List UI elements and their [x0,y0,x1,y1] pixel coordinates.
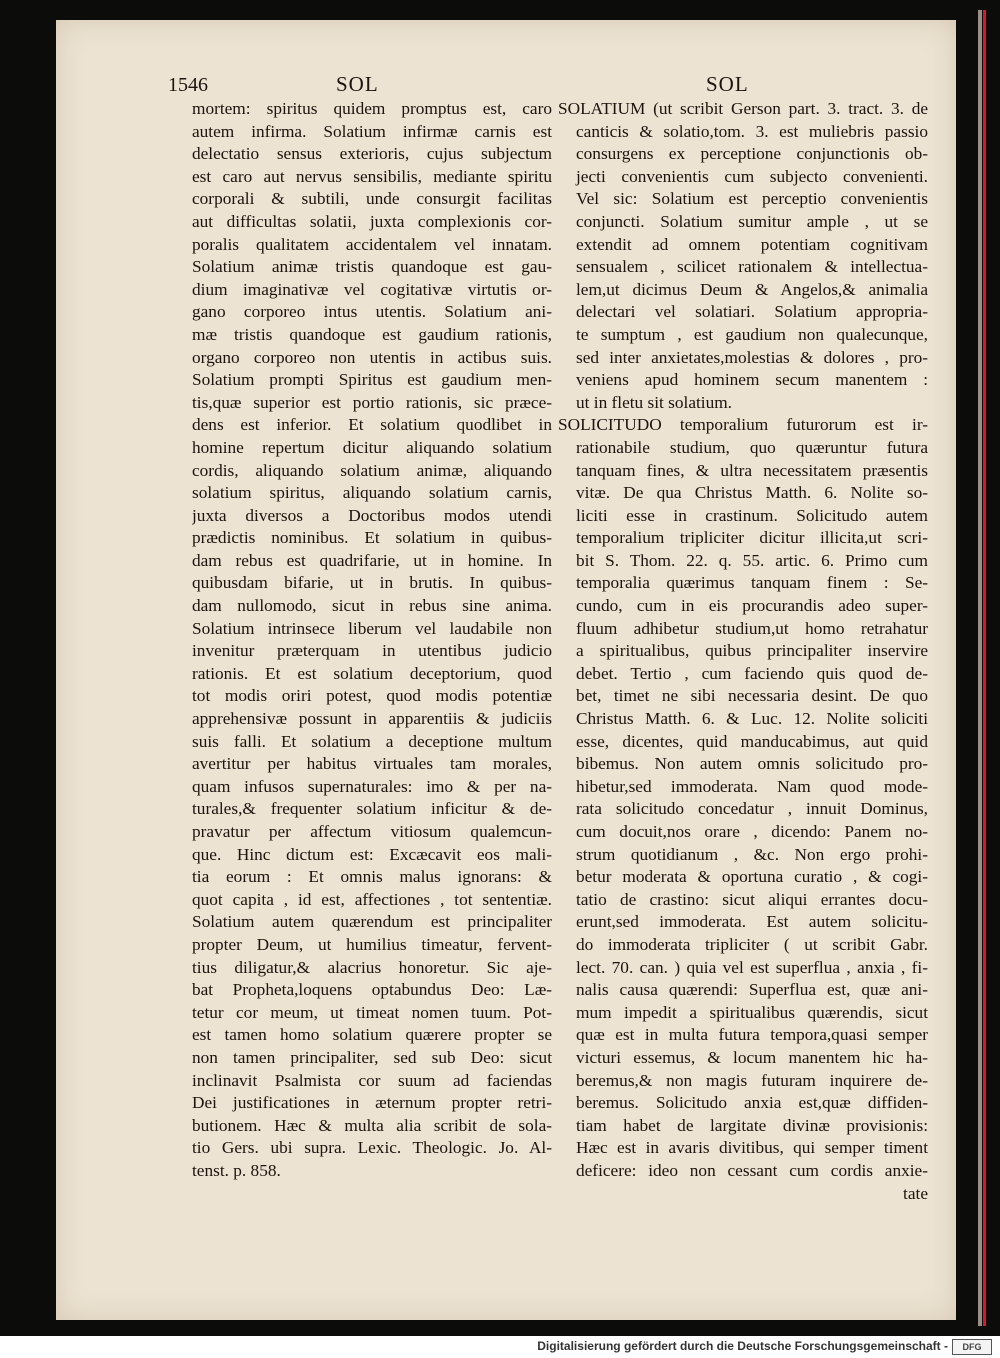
text-line: liciti esse in crastinum. Solicitudo autem [576,505,928,525]
text-line: poralis qualitatem accidentalem vel innatam. [192,234,552,254]
text-line: tot modis oriri potest, quod modis potentiæ [192,686,552,706]
text-line: SOLATIUM (ut scribit Gerson part. 3. tract. 3. de [558,99,928,118]
text-line: beremus,& non magis futuram inquirere de- [576,1070,928,1090]
text-line: delectatio sensus exterioris, cujus subjectum [192,144,552,164]
text-line: dium imaginativæ vel cogitativæ virtutis or- [192,279,552,299]
text-line: avertitur per habitus virtuales tam morales, [192,754,552,774]
text-line: quæ est in multa futura tempora,quasi semper [576,1025,928,1045]
text-line: mortem: spiritus quidem promptus est, caro [192,99,552,118]
text-line: cum docuit,nos orare , dicendo: Panem no- [576,822,928,841]
text-line: beremus. Solicitudo anxia est,quæ diffiden- [576,1093,928,1113]
text-line: aut difficultas solatii, juxta complexionis cor- [192,211,552,231]
text-line: mæ tristis quandoque est gaudium rationis, [192,324,552,344]
text-line: nalis causa quærendi: Superflua est, quæ ani- [576,980,928,1000]
text-line: ut in fletu sit solatium. [576,392,733,412]
dfg-logo-icon: DFG [952,1339,992,1355]
text-line: veniens apud hominem secum manentem : [576,370,928,390]
text-line: lect. 70. can. ) quia vel est superflua , anxia , fi- [576,957,928,977]
text-line: bibemus. Non autem omnis solicitudo pro- [576,754,928,774]
text-line: Hæc est in avaris divitibus, qui semper timent [576,1138,928,1158]
text-line: hibetur,sed immoderata. Nam quod mode- [576,776,928,796]
text-line: tio Gers. ubi supra. Lexic. Theologic. Jo. Al- [192,1138,552,1158]
text-line: rata solicitudo concedatur , innuit Dominus, [576,799,928,819]
text-line: tate [903,1183,928,1203]
text-line: canticis & solatio,tom. 3. est muliebris passio [576,121,928,141]
text-line: do immoderata tripliciter ( ut scribit Gabr. [576,934,928,954]
text-line: est tamen homo solatium quærere propter se [192,1025,552,1045]
text-line: solatium spiritus, aliquando solatium carnis, [192,483,552,503]
text-line: consurgens ex perceptione conjunctionis ob- [576,144,928,164]
text-line: sensualem , scilicet rationalem & intellectua- [576,257,928,277]
text-line: temporalium tripliciter dicitur illicita,ut scri- [576,528,928,548]
text-line: apprehensivæ possunt in apparentiis & judiciis [192,709,552,729]
text-line: betur moderata & oportuna curatio , & cogi- [576,867,928,887]
running-head-right: SOL [706,72,749,96]
text-line: Christus Matth. 6. & Luc. 12. Nolite soliciti [576,709,928,729]
text-line: dens est inferior. Et solatium quodlibet in [192,415,552,435]
text-line: erunt,sed immoderata. Est autem solicitu- [576,912,928,932]
text-line: Solatium animæ tristis quandoque est gau- [192,257,552,277]
text-line: tanquam fines, & ultra necessitatem præsentis [576,460,928,480]
text-line: prædictis nominibus. Et solatium in quibus- [192,528,552,548]
text-line: juxta diversos a Doctoribus modos utendi [192,505,552,525]
text-line: pravatur per affectum vitiosum qualemcun- [192,822,552,841]
text-line: conjuncti. Solatium sumitur ample , ut se [576,211,928,231]
text-line: debet. Tertio , cum faciendo quis quod de- [576,663,928,683]
text-line: rationis. Et est solatium deceptorium, quod [192,663,552,683]
text-line: vitæ. De qua Christus Matth. 6. Nolite so- [576,483,928,503]
color-calibration-strip [983,10,986,1326]
text-line: fluum adhibetur studium,ut homo retrahatur [576,618,928,638]
text-line: sed inter anxietates,molestias & dolores , pro- [576,347,928,367]
text-line: non tamen principaliter, sed sub Deo: sicut [192,1047,552,1067]
text-line: tetur cor meum, ut timeat nomen tuum. Pot- [192,1002,552,1022]
text-line: te sumptum , est gaudium non qualecunque, [576,324,928,344]
text-line: delectari vel solatiari. Solatium appropria- [576,302,928,322]
text-line: deficere: ideo non cessant cum cordis anxie- [576,1160,928,1180]
text-line: tis,quæ superior est portio rationis, sic præce- [192,392,552,412]
text-line: rationabile studium, quo quæruntur futura [576,437,928,457]
text-line: bit S. Thom. 22. q. 55. artic. 6. Primo cum [576,550,928,570]
page-number: 1546 [168,74,208,96]
text-line: gano corporeo intus utentis. Solatium ani- [192,302,552,322]
text-line: propter Deum, ut humilius timeatur, fervent- [192,934,552,954]
text-line: tius diligatur,& alacrius honoretur. Sic aje- [192,957,552,977]
text-line: tia eorum : Et omnis malus ignorans: & [192,867,552,887]
text-line: autem infirma. Solatium infirmæ carnis est [192,121,552,141]
text-line: cordis, aliquando solatium animæ, aliquando [192,460,552,480]
text-line: Solatium prompti Spiritus est gaudium men- [192,370,552,390]
text-line: cundo, cum in eis procurandis adeo super- [576,596,928,616]
text-line: organo corporeo non utentis in actibus suis. [192,347,552,367]
text-line: butionem. Hæc & multa alia scribit de sola- [192,1115,552,1135]
text-line: temporalia quærimus tanquam finem : Se- [576,573,928,593]
text-line: Solatium autem quærendum est principaliter [192,912,552,932]
running-head-left: SOL [336,72,379,96]
text-line: suis falli. Et solatium a deceptione multum [192,731,552,751]
text-line: victuri essemus, & locum manentem hic ha- [576,1047,928,1067]
page-edge-strip [978,10,982,1326]
text-line: tiam habet de largitate divinæ provisionis: [576,1115,928,1135]
text-line: quam infusos supernaturales: imo & per na- [192,776,552,796]
left-text-column [192,98,552,1183]
text-line: invenitur præterquam in utentibus judicio [192,641,552,661]
text-line: quibusdam bifarie, ut in brutis. In quibus- [192,573,552,593]
text-line: inclinavit Psalmista cor suum ad faciendas [192,1070,552,1090]
text-line: tatio de crastino: sicut aliqui errantes docu- [576,889,928,909]
text-line: que. Hinc dictum est: Excæcavit eos mali- [192,844,552,864]
text-line: Solatium intrinsece liberum vel laudabile non [192,618,552,638]
text-line: extendit ad omnem potentiam cognitivam [576,234,928,254]
text-line: tenst. p. 858. [192,1160,281,1180]
text-line: strum quotidianum , &c. Non ergo prohi- [576,844,928,864]
text-line: quot capita , id est, affectiones , tot sententiæ. [192,889,552,909]
text-line: a spiritualibus, quibus principaliter inservire [576,641,928,661]
text-line: jecti convenientis cum subjecto convenienti. [576,166,928,186]
text-line: mum impedit a spiritualibus quærendis, sicut [576,1002,928,1022]
text-line: SOLICITUDO temporalium futurorum est ir- [558,415,928,435]
funding-notice: Digitalisierung gefördert durch die Deutsche Forschungsgemeinschaft - [537,1339,948,1353]
right-text-column [558,98,928,1205]
digitization-footer [0,1336,1000,1358]
text-line: dam nullomodo, sicut in rebus sine anima. [192,596,552,616]
text-line: homine repertum dicitur aliquando solatium [192,437,552,457]
text-line: corporali & subtili, unde consurgit facilitas [192,189,552,209]
text-line: esse, dicentes, quid manducabimus, aut quid [576,731,928,751]
text-line: turales,& frequenter solatium inficitur & de- [192,799,552,819]
text-line: dam rebus est quadrifarie, ut in homine. In [192,550,552,570]
text-line: Dei justificationes in æternum propter retri- [192,1093,552,1113]
text-line: lem,ut dicimus Deum & Angelos,& animalia [576,279,928,299]
text-line: est caro aut nervus sensibilis, mediante spiritu [192,166,552,186]
text-line: bat Propheta,loquens optabundus Deo: Læ- [192,980,552,1000]
text-line: bet, timet ne sibi necessaria desint. De quo [576,686,928,706]
text-line: Vel sic: Solatium est perceptio convenientis [576,189,928,209]
